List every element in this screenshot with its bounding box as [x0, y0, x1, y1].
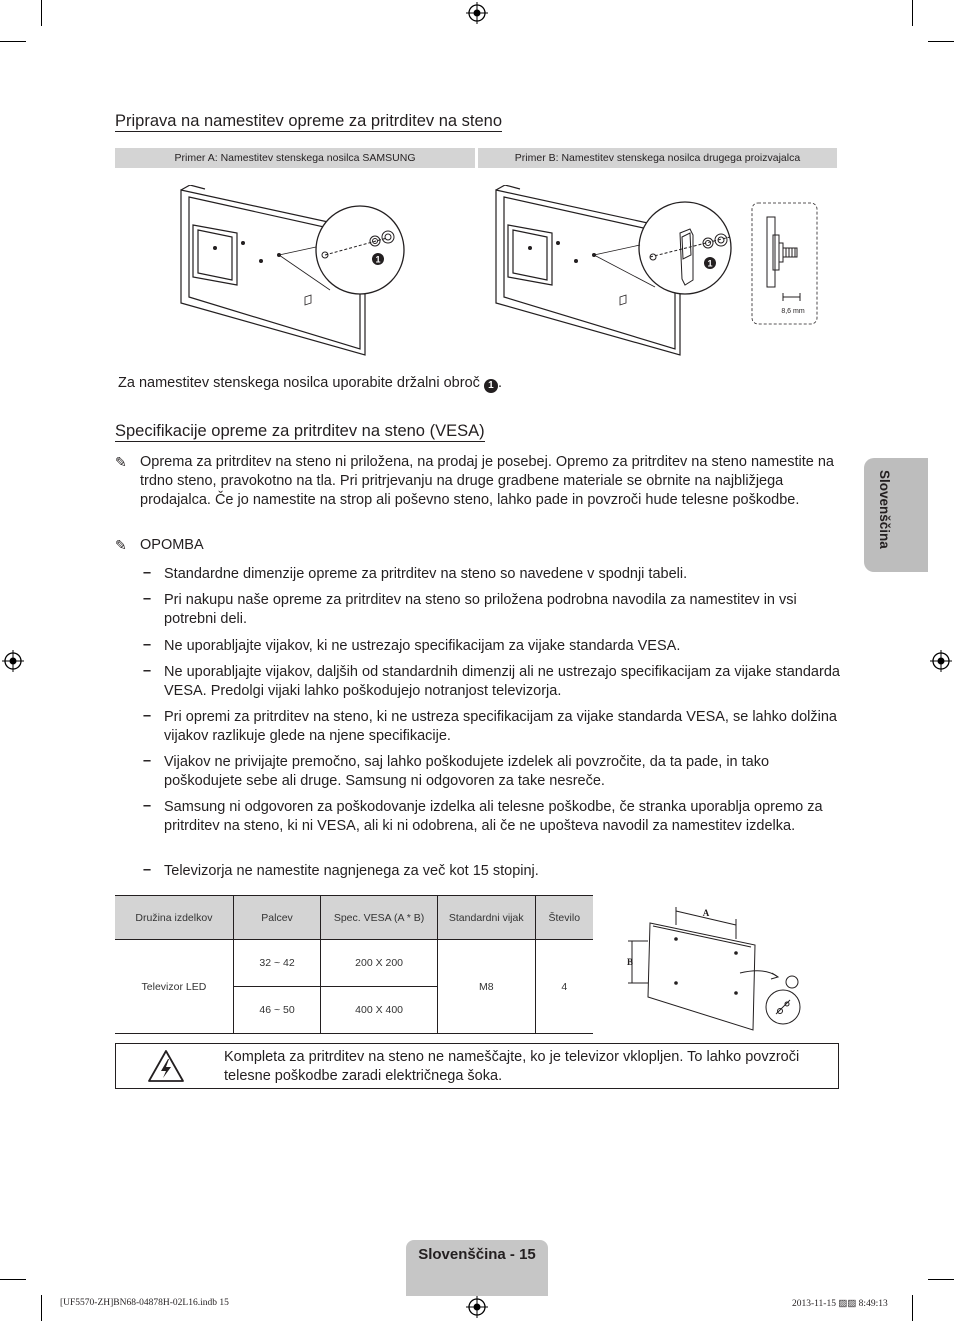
header-vesa-spec: Spec. VESA (A * B) — [321, 896, 438, 940]
bullet-dash: – — [143, 708, 152, 724]
header-standard-screw: Standardni vijak — [437, 896, 535, 940]
print-slug-left: [UF5570-ZH]BN68-04878H-02L16.indb 15 — [60, 1298, 229, 1308]
cell-family: Televizor LED — [115, 940, 233, 1034]
vesa-diagram — [620, 895, 820, 1035]
callout-number-icon: 1 — [484, 379, 498, 393]
crop-mark — [41, 1295, 42, 1321]
example-a-header: Primer A: Namestitev stenskega nosilca SAMSUNG — [115, 148, 475, 168]
note-item: Ne uporabljajte vijakov, ki ne ustrezajo specifikacijam za vijake standarda VESA. — [164, 638, 681, 654]
cell-vesa: 400 X 400 — [321, 987, 438, 1034]
registration-mark-icon — [2, 650, 24, 672]
crop-mark — [0, 41, 26, 42]
cell-inches: 46 ~ 50 — [233, 987, 320, 1034]
warning-icon — [147, 1049, 185, 1083]
note-pencil-icon: ✎ — [115, 454, 127, 470]
warning-box — [115, 1043, 839, 1089]
note-item: Pri opremi za pritrditev na steno, ki ne ustreza specifikacijam za vijake standarda VESA, se lahko dolžina vijakov razlikuje glede na njene specifikacije. — [164, 709, 837, 745]
note-item: Vijakov ne privijajte premočno, saj lahko poškodujete izdelek ali povzročite, da ta pade, in tako poškodujete sebe ali druge. Samsung ni odgovoren za take nesreče. — [164, 754, 770, 790]
cell-inches: 32 ~ 42 — [233, 940, 320, 987]
section-title-vesa: Specifikacije opreme za pritrditev na steno (VESA) — [115, 422, 485, 440]
crop-mark — [912, 0, 913, 26]
note-item: Televizorja ne namestite nagnjenega za več kot 15 stopinj. — [164, 863, 539, 879]
registration-mark-icon — [466, 2, 488, 24]
page-number: Slovenščina - 15 — [418, 1246, 536, 1263]
bullet-dash: – — [143, 862, 152, 878]
callout-number: 1 — [707, 258, 713, 269]
language-side-tab — [864, 458, 928, 572]
note-label: OPOMBA — [140, 537, 204, 553]
header-quantity: Število — [535, 896, 593, 940]
language-side-tab-label: Slovenščina — [877, 470, 892, 549]
crop-mark — [928, 1279, 954, 1280]
cell-count: 4 — [535, 940, 593, 1034]
bullet-dash: – — [143, 637, 152, 653]
tv-back-illustration-b — [490, 185, 830, 360]
warning-text: Kompleta za pritrditev na steno ne nameščajte, ko je televizor vklopljen. To lahko povzroči telesne poškodbe zaradi električnega šoka. — [224, 1049, 800, 1084]
table-row — [115, 940, 593, 987]
dimension-label-b: B — [626, 957, 634, 967]
section-title-preparation: Priprava na namestitev opreme za pritrditev na steno — [115, 112, 503, 130]
bullet-dash: – — [143, 565, 152, 581]
note-pencil-icon: ✎ — [115, 537, 127, 553]
cell-vesa: 200 X 200 — [321, 940, 438, 987]
crop-mark — [41, 0, 42, 26]
registration-mark-icon — [930, 650, 952, 672]
print-slug-right: 2013-11-15 ▨▨ 8:49:13 — [792, 1299, 888, 1309]
page-footer-tab — [406, 1240, 548, 1296]
note-intro: Oprema za pritrditev na steno ni priložena, na prodaj je posebej. Opremo za pritrditev na steno namestite na trdno steno, pravokotno na tla. Pri pritrjevanju na druge gradbene materiale se obrnite na najbližjega prodajalca. Če jo namestite na strop ali poševno steno, lahko pade in povzroči hude telesne poškodbe. — [140, 454, 834, 509]
measure-label: 8,6 mm — [781, 308, 805, 315]
bullet-dash: – — [143, 753, 152, 769]
tv-back-illustration-a — [175, 185, 415, 360]
note-item: Ne uporabljajte vijakov, daljših od standardnih dimenzij ali ne ustrezajo specifikacijam za vijake standarda VESA. Predolgi vijaki lahko poškodujejo notranjost televizorja. — [164, 664, 840, 700]
note-item: Standardne dimenzije opreme za pritrditev na steno so navedene v spodnji tabeli. — [164, 566, 688, 582]
bullet-dash: – — [143, 591, 152, 607]
registration-mark-icon — [466, 1296, 488, 1318]
bullet-dash: – — [143, 663, 152, 679]
note-item: Pri nakupu naše opreme za pritrditev na steno so priložena podrobna navodila za namestitev in vsi potrebni deli. — [164, 592, 797, 628]
crop-mark — [0, 1279, 26, 1280]
header-inches: Palcev — [233, 896, 320, 940]
example-b-header: Primer B: Namestitev stenskega nosilca drugega proizvajalca — [478, 148, 837, 168]
dimension-label-a: A — [702, 908, 710, 918]
illustration-caption: Za namestitev stenskega nosilca uporabite držalni obroč 1 . — [118, 375, 502, 391]
header-product-family: Družina izdelkov — [115, 896, 233, 940]
table-header-row — [115, 896, 593, 940]
note-item: Samsung ni odgovoren za poškodovanje izdelka ali telesne poškodbe, če stranka uporablja opremo za pritrditev na steno, ki ni VESA, ali ki ni odobrena, ali če ne upošteva navodil za namestitev izdelka. — [164, 799, 823, 835]
cell-screw: M8 — [437, 940, 535, 1034]
callout-number: 1 — [375, 254, 381, 265]
vesa-spec-table — [115, 895, 593, 1034]
bullet-dash: – — [143, 798, 152, 814]
crop-mark — [912, 1295, 913, 1321]
crop-mark — [928, 41, 954, 42]
